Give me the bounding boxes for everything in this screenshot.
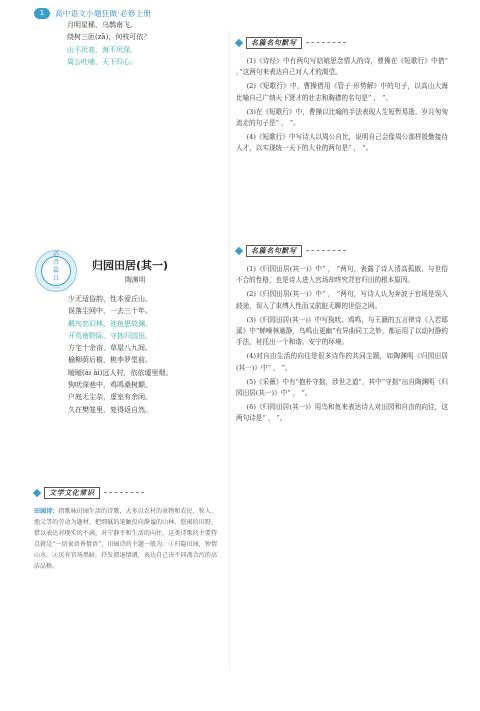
heading-rule [306,42,346,44]
book-title: 高中语文小题狂做·必修上册 [55,9,152,18]
poem-line-highlight: 周公吐哺，天下归心。 [67,58,137,67]
diamond-icon [235,39,243,47]
must-recite-badge [35,250,77,292]
question-block-1 [236,56,448,158]
question-item: (1)《归园田居(其一)》中“ ， ”两句，表露了诗人清高孤傲、与世俗不合的性格，也是诗人进入官场却终究背官归田的根本原因。 [236,265,448,285]
section-heading-label: 名篇名句默写 [246,37,302,49]
badge-inner [41,251,71,290]
poem-line: 月明星稀，乌鹊南飞。 [67,21,137,29]
section-heading [236,37,346,49]
poem-top-continuation [67,19,217,69]
badge-char: 背 [52,259,59,266]
poem-body [68,293,228,416]
poem-line: 误落尘网中，一去三十年。 [68,307,152,316]
poem-line: 方宅十余亩，草屋八九间。 [68,344,152,353]
question-item: (2)《短歌行》中，曹操借用《管子·形势解》中的句子，以高山大海比喻自己广纳天下贤才的壮志和胸襟的名句是“ ， ”。 [236,82,448,102]
question-item: (1)《诗经》中有两句写姑娘思念情人的诗，曹操在《短歌行》中借“ ，”这两句来表达自己对人才的渴望。 [236,57,448,77]
poem-title: 归园田居(其一) [92,259,169,272]
badge-char: 篇 [52,267,59,274]
poem-line: 榆柳荫后檐，桃李罗堂前。 [68,356,152,365]
culture-heading [34,487,144,499]
question-block-2 [236,264,448,428]
culture-text: 指歌咏田园生活的诗歌，大多以农村的景物和农民、牧人、渔父等的劳动为题材。把细腻的笔触投向静谧的山林、悠闲的田野，借以表达对现实的不满，对宁静平和生活的向往。这类诗歌的主要特点就是“一切景语皆情语”，田园诗的主题一般为：①归隐田园，钟情山水。②厌弃官场黑暗，抒发阅退情调，表达自己决不同流合污的高洁品格。 [34,508,217,570]
question-item: (6)《归园田居(其一)》用鸟和鱼来表达诗人对田园和自由的向往，这两句诗是“ ， ”。 [236,403,448,423]
poem-line: 少无适俗韵，性本爱丘山。 [68,295,152,303]
poem-line: 户庭无尘杂，虚室有余闲。 [68,393,152,402]
poem-author: 陶渊明 [125,276,146,284]
badge-char: 必 [52,251,59,258]
poem-line: 狗吠深巷中，鸡鸣桑树颠。 [68,381,152,390]
heading-rule [104,492,144,494]
poem-line: 暧暧(ài ài)远人村，依依墟里烟。 [68,368,173,377]
question-item: (4)《短歌行》中写诗人以周公自比，说明自己会像周公那样殷勤接待人才，以实现统一天下的大业的两句是“ ， ”。 [236,133,448,153]
question-item: (4)对自由生活的向往是很多诗作的共同主题，如陶渊明《归园田居(其一)》中“ ， ”。 [236,352,448,372]
culture-heading-label: 文学文化常识 [44,487,100,499]
page-number: 1 [34,8,50,19]
badge-char: 目 [52,275,59,282]
culture-term: 田园诗： [34,508,59,515]
poem-line: 久在樊笼里，复得返自然。 [68,405,152,414]
poem-line-highlight: 羁鸟恋旧林，池鱼思故渊。 [68,319,152,328]
question-item: (3)《归园田居(其一)》中写狗吠、鸡鸣，与王籍的五言律诗《入若耶溪》中“蝉噪林逾静，鸟鸣山更幽”有异曲同工之妙，都运用了以动衬静的手法，衬托出一个和谐、安宁的环境。 [236,315,448,347]
diamond-icon [235,247,243,255]
poem-line-highlight: 开荒南野际，守拙归园田。 [68,331,152,340]
diamond-icon [33,489,41,497]
question-item: (2)《归园田居(其一)》中“ ， ”两句，写诗人认为奔波于官场是误入歧途，误入了束缚人性而又肮脏无聊的世俗之网。 [236,290,448,310]
question-item: (3)在《短歌行》中，曹操以比喻的手法表现人生短暂易逝、岁月匆匆流走的句子是“ ， ”。 [236,107,448,128]
section-heading [236,245,346,257]
column-divider [229,30,230,670]
section-heading-label: 名篇名句默写 [246,245,302,257]
heading-rule [306,250,346,252]
badge-char: 三 [52,283,59,290]
culture-note [34,506,217,572]
poem-line-highlight: 山不厌高，海不厌深。 [67,45,137,54]
poem-line: 绕树三匝(zā)，何枝可依？ [67,33,151,42]
question-item: (5)《采薇》中有“抱朴守拙，涉世之道”，其中“守拙”出自陶渊明《归园田居(其一)》中“ ， ”。 [236,377,448,398]
